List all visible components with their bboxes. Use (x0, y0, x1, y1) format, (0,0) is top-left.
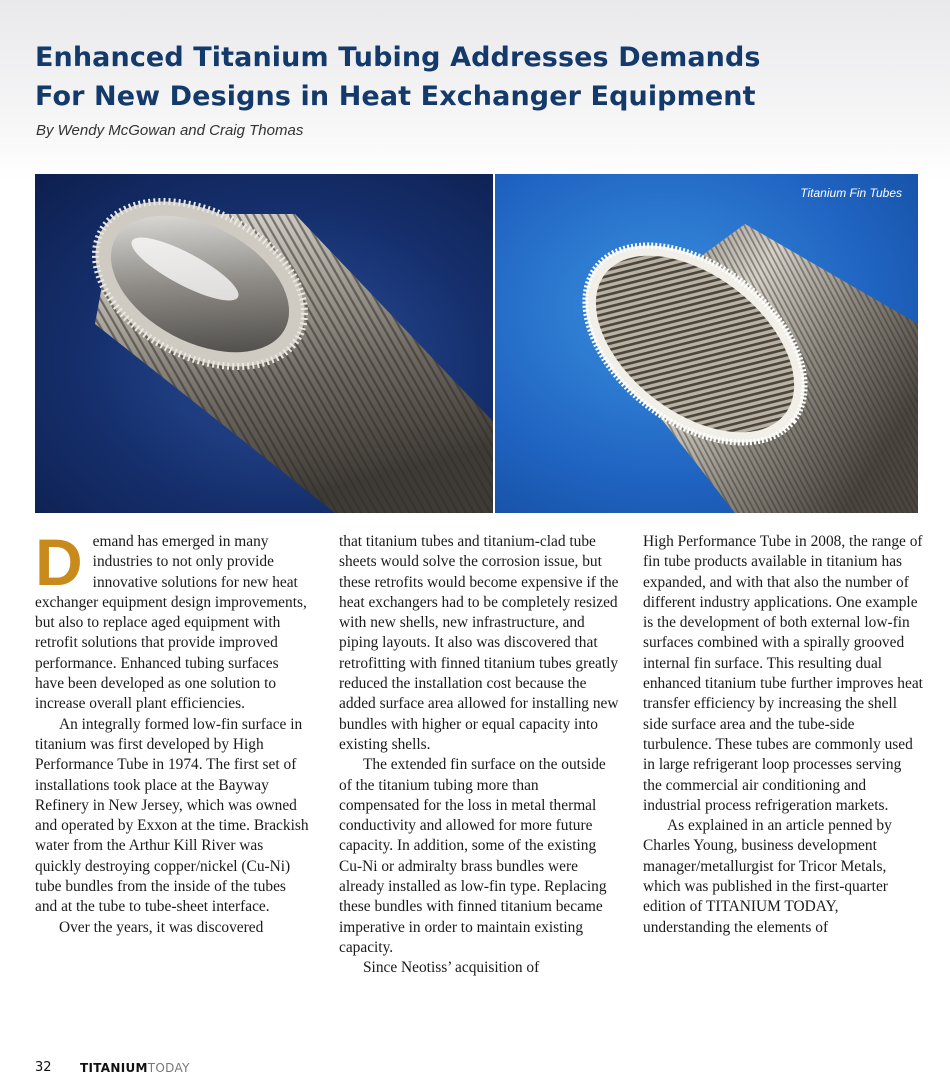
paragraph: Since Neotiss’ acquisition of (363, 959, 540, 977)
body-column-1 (35, 525, 310, 938)
byline: By Wendy McGowan and Craig Thomas (36, 122, 304, 139)
photo-right-fin-tubes (495, 174, 918, 513)
paragraph: The extended fin surface on the outside of the titanium tubing more than compensated for the loss in metal thermal conductivity and allowed for more future capacity. In addition, some of the existing Cu-Ni or admiralty brass bundles were already installed as low-fin type. Replacing these bundles with finned titanium became imperative in order to maintain existing capacity. (339, 756, 607, 956)
drop-cap: D (35, 525, 83, 599)
magazine-brand (80, 1061, 190, 1075)
body-column-2 (339, 532, 619, 979)
paragraph: An integrally formed low-fin surface in titanium was first developed by High Performance Tube in 1974. The first set of installations took place at the Bayway Refinery in New Jersey, which was owned and operated by Exxon at the time. Brackish water from the Arthur Kill River was quickly destroying copper/nickel (Cu-Ni) tube bundles from the inside of the tubes and at the tube to tube-sheet interface. (35, 715, 309, 916)
body-column-3 (643, 532, 923, 938)
paragraph: that titanium tubes and titanium-clad tube sheets would solve the corrosion issue, but these retrofits would become expensive if the heat exchangers had to be completely resized with new shells, new infrastructure, and piping layouts. It also was discovered that retrofitting with finned titanium tubes greatly reduced the installation cost because the added surface area allowed for installing new bundles with higher or equal capacity into existing shells. (339, 533, 619, 753)
paragraph: emand has emerged in many industries to not only provide innovative solutions for new heat exchanger equipment design improvements, but also to replace aged equipment with retrofit solutions that provide improved performance. Enhanced tubing surfaces have been developed as one solution to increase overall plant efficiencies. (35, 533, 307, 713)
photo-left-finned-tube (35, 174, 493, 513)
article-title (35, 38, 761, 116)
page-number: 32 (35, 1060, 52, 1075)
brand-light: TODAY (147, 1061, 190, 1075)
paragraph: High Performance Tube in 2008, the range of fin tube products available in titanium has expanded, and with that also the number of different industry applications. One example is the development of both external low-fin surfaces combined with a spirally grooved internal fin surface. This resulting dual enhanced titanium tube further improves heat transfer efficiency by increasing the shell side surface area and the tube-side turbulence. These tubes are commonly used in large refrigerant loop processes serving the commercial air conditioning and industrial process refrigeration markets. (643, 533, 923, 814)
paragraph: As explained in an article penned by Charles Young, business development manager/metallurgist for Tricor Metals, which was published in the first-quarter edition of TITANIUM TODAY, understanding the elements of (643, 817, 892, 936)
finned-tube-photo-icon (35, 174, 493, 513)
brand-bold: TITANIUM (80, 1061, 148, 1075)
title-line-1: Enhanced Titanium Tubing Addresses Demands (35, 42, 761, 73)
finned-tube-photo-icon (495, 174, 918, 513)
title-line-2: For New Designs in Heat Exchanger Equipment (35, 81, 756, 112)
photo-caption: Titanium Fin Tubes (800, 186, 902, 200)
paragraph: Over the years, it was discovered (59, 918, 264, 936)
